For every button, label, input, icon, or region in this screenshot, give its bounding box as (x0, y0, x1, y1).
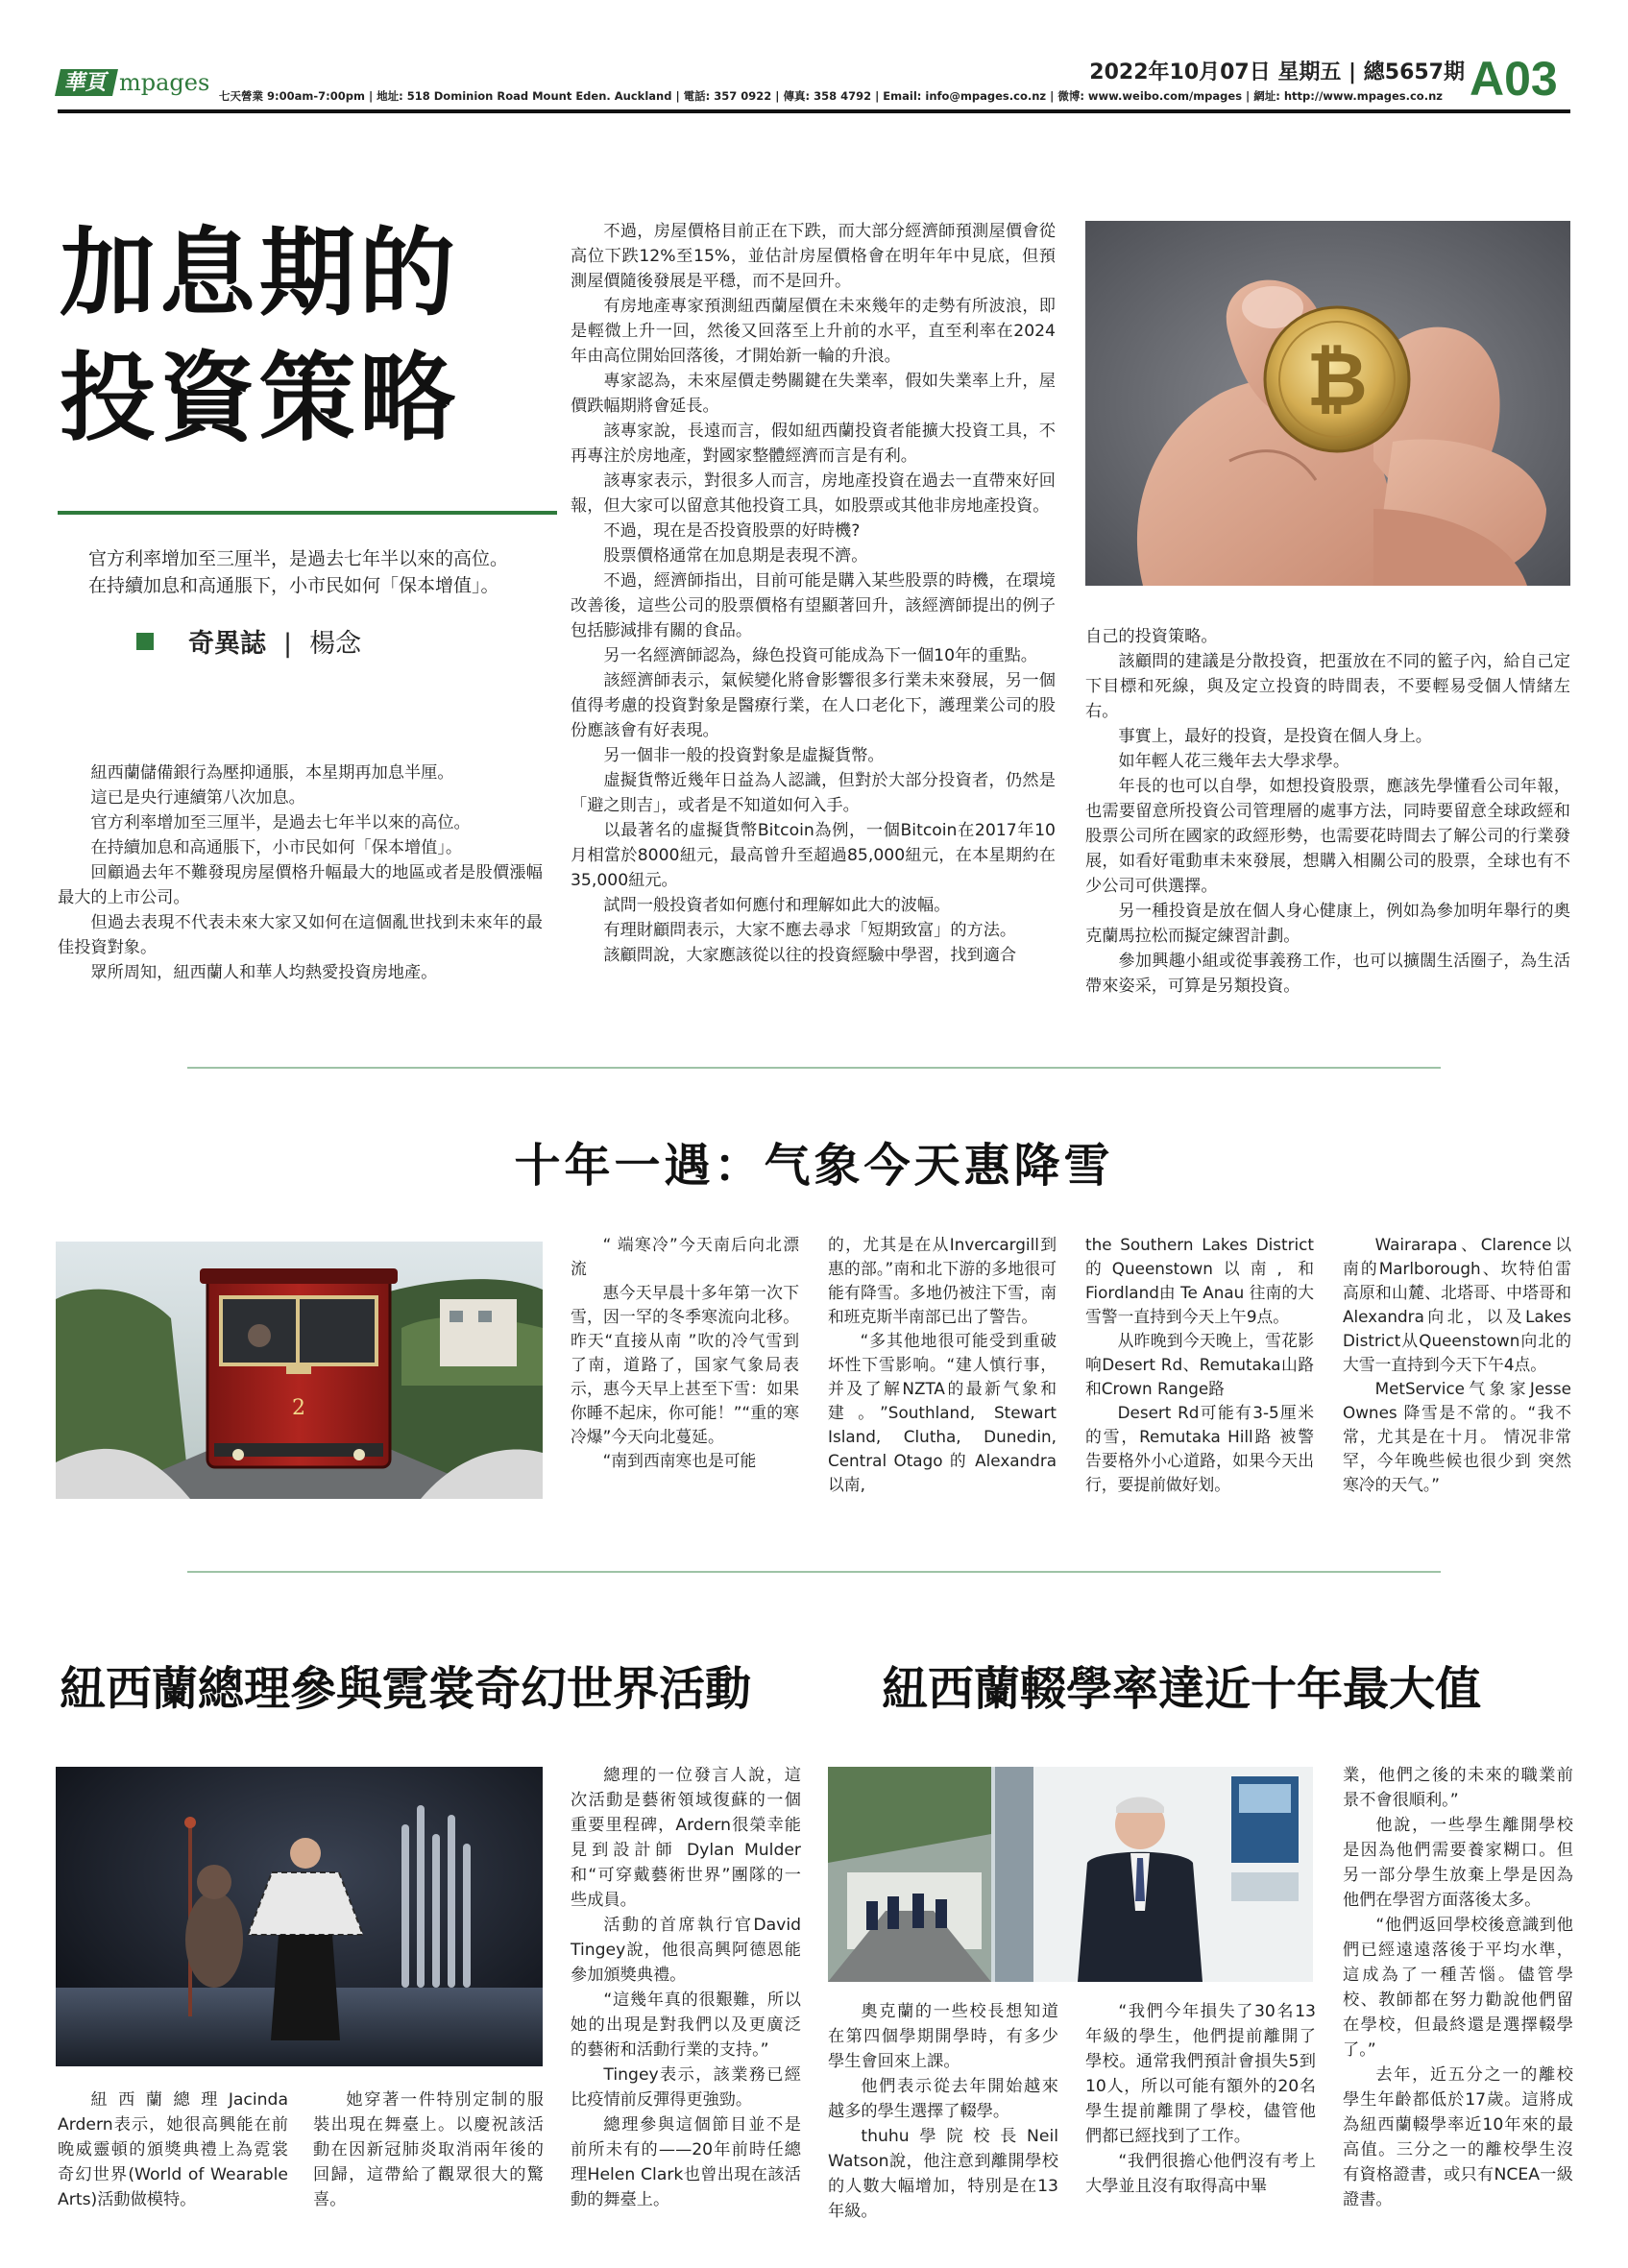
paragraph: 奧克蘭的一些校長想知道在第四個學期開學時，有多少學生會回來上課。 (828, 2002, 1058, 2071)
paragraph: 總理參與這個節目並不是前所未有的——20年前時任總理Helen Clark也曾出現在該活動的舞臺上。 (571, 2115, 801, 2209)
article1-deck (88, 545, 549, 599)
headline-line-2: 投資策略 (60, 342, 459, 454)
paragraph: 紐西蘭總理Jacinda Ardern表示，她很高興能在前晚威靈頓的頒獎典禮上為霓裳奇幻世界(World of Wearable Arts)活動做模特。 (58, 2090, 288, 2209)
paragraph: “他們返回學校後意識到他們已經遠遠落後于平均水準，這成為了一種苦惱。儘管學校、教師都在努力勸說他們留在學校，但最終還是選擇輟學了。” (1343, 1916, 1573, 2060)
paragraph: 總理的一位發言人說，這次活動是藝術領域復蘇的一個重要里程碑，Ardern很榮幸能見到設計師 Dylan Mulder 和“可穿戴藝術世界”團隊的一些成員。 (571, 1766, 801, 1910)
paragraph: 該顧問的建議是分散投資，把蛋放在不同的籃子內，給自己定下目標和死線，與及定立投資的時間表，不要輕易受個人情緒左右。 (1085, 652, 1570, 721)
paragraph: “我們今年損失了30名13年級的學生，他們提前離開了學校。通常我們預計會損失5到10人，所以可能有額外的20名學生提前離開了學校，儘管他們都已經找到了工作。 (1085, 2002, 1316, 2146)
headline-line-1: 加息期的 (60, 217, 459, 329)
article3-column-1 (58, 2087, 288, 2212)
article3-column-2 (313, 2087, 544, 2212)
paragraph: 回顧過去年不難發現房屋價格升幅最大的地區或者是股價漲幅最大的上市公司。 (58, 863, 543, 907)
paragraph: 有房地產專家預測紐西蘭屋價在未來幾年的走勢有所波浪，即是輕微上升一回，然後又回落至上升前的水平，直至利率在2024年由高位開始回落後，才開始新一輪的升浪。 (571, 297, 1056, 366)
author-name: 楊念 (309, 629, 362, 659)
paragraph: 以最著名的虛擬貨幣Bitcoin為例，一個Bitcoin在2017年10月相當於8000紐元，最高曾升至超過85,000紐元，在本星期約在35,000紐元。 (571, 821, 1056, 890)
paragraph: 官方利率增加至三厘半，是過去七年半以來的高位。 (90, 813, 471, 832)
paragraph: 惠今天早晨十多年第一次下雪，因一罕的冬季寒流向北移。昨天“直接从南 ”吹的冷气雪到了南，道路了，国家气象局表示，惠今天早上甚至下雪：如果你睡不起床，你可能！”“重的寒冷爆”今天向北蔓延。 (571, 1283, 799, 1446)
svg-text:₿: ₿ (1306, 337, 1368, 423)
paragraph: 但過去表現不代表未來大家又如何在這個亂世找到未來年的最佳投資對象。 (58, 913, 543, 957)
header-rule (58, 109, 1570, 113)
paragraph: 股票價格通常在加息期是表現不濟。 (603, 546, 868, 566)
paragraph: thuhu學院校長Neil Watson說，他注意到離開學校的人數大幅增加，特別是在13年級。 (828, 2127, 1058, 2221)
article1-column-3 (1085, 624, 1570, 999)
article2-column-4 (1343, 1233, 1571, 1497)
article2-column-2 (828, 1233, 1057, 1497)
section-divider (187, 1571, 1441, 1573)
paragraph: 這已是央行連續第八次加息。 (90, 788, 305, 808)
paragraph: 不過，房屋價格目前正在下跌，而大部分經濟師預測屋價會從高位下跌12%至15%，並估計房屋價格會在明年年中見底，但預測屋價隨後發展是平穩，而不是回升。 (571, 222, 1056, 291)
ardern-stage-photo (56, 1767, 543, 2066)
green-square-icon (136, 633, 154, 650)
school-principal-photo (828, 1767, 1313, 1982)
paragraph: 他說，一些學生離開學校是因為他們需要養家糊口。但另一部分學生放棄上學是因為他們在學習方面落後太多。 (1343, 1816, 1573, 1910)
bitcoin-hand-image (1085, 221, 1570, 586)
article2-column-1 (571, 1233, 799, 1473)
paragraph: 另一名經濟師認為，綠色投資可能成為下一個10年的重點。 (603, 646, 1037, 665)
cable-car-image (56, 1242, 543, 1499)
column-label: 奇異誌 (188, 629, 266, 659)
article2-column-3 (1085, 1233, 1314, 1497)
paragraph: 虛擬貨幣近幾年日益為人認識，但對於大部分投資者，仍然是「避之則吉」，或者是不知道如何入手。 (571, 771, 1056, 815)
paragraph: 在持續加息和高通脹下，小市民如何「保本增值」。 (90, 838, 463, 857)
paragraph: 如年輕人花三幾年去大學求學。 (1118, 752, 1350, 771)
cable-car-photo (56, 1242, 543, 1499)
school-image (828, 1767, 1313, 1982)
article2-headline: 十年一遇：气象今天惠降雪 (514, 1139, 1114, 1193)
bitcoin-photo (1085, 221, 1570, 586)
stage-image (56, 1767, 543, 2066)
article3-headline: 紐西蘭總理參與霓裳奇幻世界活動 (60, 1662, 752, 1716)
paragraph: 她穿著一件特別定制的服裝出現在舞臺上。以慶祝該活動在因新冠肺炎取消兩年後的回歸，這帶給了觀眾很大的驚喜。 (313, 2090, 544, 2209)
issue-date: 2022年10月07日 星期五 | 總5657期 (1089, 60, 1465, 84)
paragraph: 專家認為，未來屋價走勢關鍵在失業率，假如失業率上升，屋價跌幅期將會延長。 (571, 372, 1056, 416)
article3-column-3 (571, 1763, 801, 2212)
logo-mark: 華頁 (55, 69, 118, 96)
article4-column-2 (1085, 1999, 1316, 2199)
paragraph: “這幾年真的很艱難，所以她的出現是對我們以及更廣泛的藝術和活動行業的支持。” (571, 1991, 801, 2060)
paragraph: “ 端寒冷”今天南后向北漂流 (571, 1235, 799, 1278)
paragraph: 年長的也可以自學，如想投資股票，應該先學懂看公司年報，也需要留意所投資公司管理層的處事方法，同時要留意全球政經和股票公司所在國家的政經形勢，也需要花時間去了解公司的行業發展，如看好電動車未來發展，想購入相關公司的股票，全球也有不少公司可供選擇。 (1085, 777, 1570, 896)
byline-separator: | (283, 629, 293, 659)
tram-number: 2 (292, 1396, 305, 1420)
paragraph: 不過，經濟師指出，目前可能是購入某些股票的時機，在環境改善後，這些公司的股票價格有望顯著回升，該經濟師提出的例子包括膨減排有關的食品。 (571, 571, 1056, 640)
paragraph: 不過，現在是否投資股票的好時機? (603, 521, 861, 541)
paragraph: 眾所周知，紐西蘭人和華人均熱愛投資房地產。 (90, 963, 438, 982)
paragraph: “多其他地很可能受到重破坏性下雪影响。“建人慎行事，并及了解NZTA的最新气象和建。”Southland, Stewart Island, Clutha, Dunedin, Central Otago 的 Alexandra以南, (828, 1331, 1057, 1494)
article4-column-1 (828, 1999, 1058, 2224)
paragraph: 該專家說，長遠而言，假如紐西蘭投資者能擴大投資工具，不再專注於房地產，對國家整體經濟而言是有利。 (571, 422, 1056, 466)
page-number: A03 (1470, 52, 1558, 106)
paragraph: 从昨晚到今天晚上，雪花影响Desert Rd、Remutaka山路和Crown Range路 (1085, 1331, 1314, 1398)
paragraph: 有理財顧問表示，大家不應去尋求「短期致富」的方法。 (603, 921, 1017, 940)
logo-text: mpages (119, 69, 210, 96)
headline-underline (58, 511, 557, 515)
paragraph: the Southern Lakes District 的Queenstown以南, 和 Fiordland由 Te Anau 往南的大雪警一直持到今天上午9点。 (1085, 1235, 1314, 1326)
paragraph: 去年，近五分之一的離校學生年齡都低於17歲。這將成為紐西蘭輟學率近10年來的最高值。三分之一的離校學生沒有資格證書，或只有NCEA一級證書。 (1343, 2065, 1573, 2209)
deck-line-2: 在持續加息和高通脹下，小市民如何「保本增值」。 (88, 575, 499, 596)
contact-info-bar: 七天營業 9:00am-7:00pm | 地址: 518 Dominion Road Mount Eden. Auckland | 電話: 357 0922 | 傳真: 358 4792 | Email: info@mpages.co.nz | 微博: www.weibo.com/mpages | 網址: http://www.mpages.co.nz (219, 89, 1443, 103)
byline (136, 622, 361, 660)
paragraph: 該經濟師表示，氣候變化將會影響很多行業未來發展，另一個值得考慮的投資對象是醫療行業，在人口老化下，護理業公司的股份應該會有好表現。 (571, 671, 1056, 740)
paragraph: 自己的投資策略。 (1085, 627, 1218, 646)
paragraph: 另一個非一般的投資對象是虛擬貨幣。 (603, 746, 885, 765)
article1-column-1 (58, 760, 543, 985)
paragraph: Desert Rd可能有3-5厘米的雪，Remutaka Hill路 被警告要格外小心道路，如果今天出行，要提前做好划。 (1085, 1403, 1314, 1494)
paragraph: Tingey表示，該業務已經比疫情前反彈得更強勁。 (571, 2065, 801, 2110)
paragraph: 參加興趣小組或從事義務工作，也可以擴闊生活圈子，為生活帶來姿采，可算是另類投資。 (1085, 952, 1570, 996)
deck-line-1: 官方利率增加至三厘半，是過去七年半以來的高位。 (88, 548, 509, 569)
article4-headline: 紐西蘭輟學率達近十年最大值 (882, 1662, 1482, 1716)
paragraph: 該專家表示，對很多人而言，房地產投資在過去一直帶來好回報，但大家可以留意其他投資工具，如股票或其他非房地產投資。 (571, 471, 1056, 516)
article4-column-3 (1343, 1763, 1573, 2212)
paragraph: 試問一般投資者如何應付和理解如此大的波幅。 (603, 896, 951, 915)
article1-column-2 (571, 219, 1056, 968)
paragraph: 業，他們之後的未來的職業前景不會很順利。” (1343, 1766, 1573, 1810)
article1-headline (60, 211, 559, 461)
paragraph: MetService气象家Jesse Ownes 降雪是不常的。“我不常，尤其是在十月。 情况非常罕，今年晚些候也很少到 突然寒冷的天气。” (1343, 1379, 1571, 1494)
masthead-logo (58, 67, 210, 100)
paragraph: “我們很擔心他們沒有考上大學並且沒有取得高中畢 (1085, 2152, 1316, 2196)
paragraph: 事實上，最好的投資，是投資在個人身上。 (1118, 727, 1432, 746)
paragraph: Wairarapa、Clarence以南的Marlborough、坎特伯雷高原和山麓、北塔哥、中塔哥和Alexandra向北，以及Lakes District从Queenstown向北的大雪一直持到今天下午4点。 (1343, 1235, 1571, 1374)
paragraph: “南到西南寒也是可能 (602, 1451, 757, 1470)
paragraph: 活動的首席執行官David Tingey說，他很高興阿德恩能參加頒獎典禮。 (571, 1916, 801, 1985)
section-divider (187, 1067, 1441, 1069)
paragraph: 該顧問說，大家應該從以往的投資經驗中學習，找到適合 (603, 946, 1017, 965)
paragraph: 他們表示從去年開始越來越多的學生選擇了輟學。 (828, 2077, 1058, 2121)
paragraph: 的，尤其是在从Invercargill到惠的部。”南和北下游的多地很可能有降雪。多地仍被注下雪，南和班克斯半南部已出了警告。 (828, 1235, 1057, 1326)
paragraph: 紐西蘭儲備銀行為壓抑通脹，本星期再加息半厘。 (90, 763, 454, 783)
paragraph: 另一種投資是放在個人身心健康上，例如為參加明年舉行的奧克蘭馬拉松而擬定練習計劃。 (1085, 902, 1570, 946)
